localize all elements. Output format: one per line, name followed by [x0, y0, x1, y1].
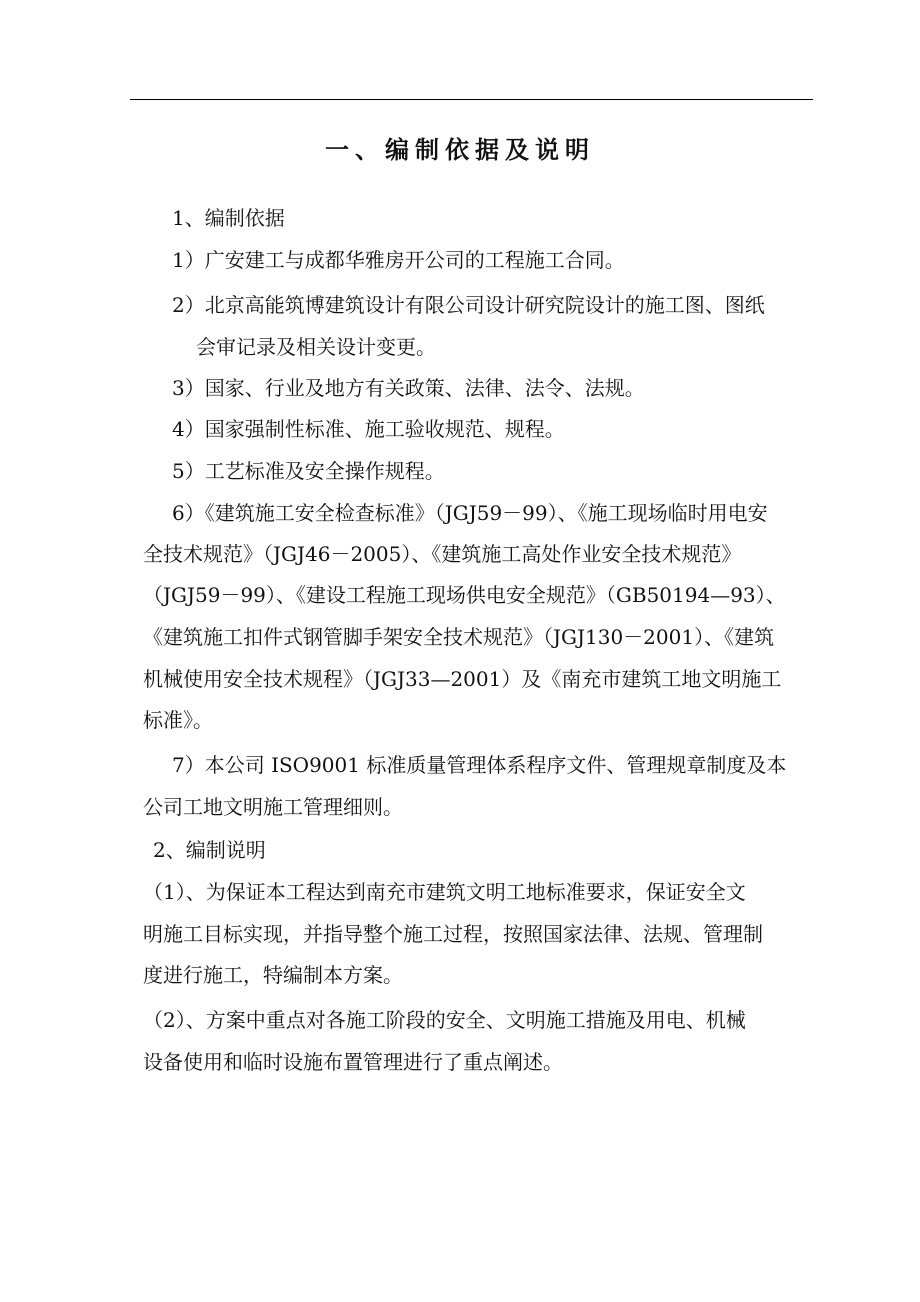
- list-item: 4）国家强制性标准、施工验收规范、规程。: [172, 417, 565, 441]
- list-item: 1）广安建工与成都华雅房开公司的工程施工合同。: [172, 248, 625, 272]
- header-rule: [130, 99, 813, 100]
- section-heading: 2、编制说明: [153, 838, 266, 862]
- list-item-continuation: 度进行施工，特编制本方案。: [143, 963, 403, 987]
- list-item-continuation: 会审记录及相关设计变更。: [196, 335, 436, 359]
- list-item-continuation: 设备使用和临时设施布置管理进行了重点阐述。: [143, 1050, 563, 1074]
- list-item-continuation: 标准》。: [143, 708, 213, 732]
- list-item: 2）北京高能筑博建筑设计有限公司设计研究院设计的施工图、图纸: [172, 293, 765, 317]
- page-title: 一、编制依据及说明: [325, 135, 595, 164]
- list-item-continuation: 公司工地文明施工管理细则。: [143, 795, 403, 819]
- list-item-continuation: （JGJ59－99）、《建设工程施工现场供电安全规范》（GB50194—93）、: [143, 583, 786, 607]
- list-item: （1）、为保证本工程达到南充市建筑文明工地标准要求，保证安全文: [143, 880, 746, 904]
- list-item: 7）本公司 ISO9001 标准质量管理体系程序文件、管理规章制度及本: [172, 753, 787, 777]
- section-heading: 1、编制依据: [172, 206, 285, 230]
- list-item-continuation: 机械使用安全技术规程》（JGJ33—2001）及《南充市建筑工地文明施工: [143, 667, 782, 691]
- list-item-continuation: 明施工目标实现，并指导整个施工过程，按照国家法律、法规、管理制: [143, 922, 763, 946]
- list-item: 3）国家、行业及地方有关政策、法律、法令、法规。: [172, 376, 645, 400]
- list-item: 5）工艺标准及安全操作规程。: [172, 459, 445, 483]
- list-item: （2）、方案中重点对各施工阶段的安全、文明施工措施及用电、机械: [143, 1008, 746, 1032]
- list-item-continuation: 《建筑施工扣件式钢管脚手架安全技术规范》（JGJ130－2001）、《建筑: [143, 625, 775, 649]
- list-item: 6）《建筑施工安全检查标准》（JGJ59－99）、《施工现场临时用电安: [172, 501, 768, 525]
- list-item-continuation: 全技术规范》（JGJ46－2005）、《建筑施工高处作业安全技术规范》: [143, 542, 742, 566]
